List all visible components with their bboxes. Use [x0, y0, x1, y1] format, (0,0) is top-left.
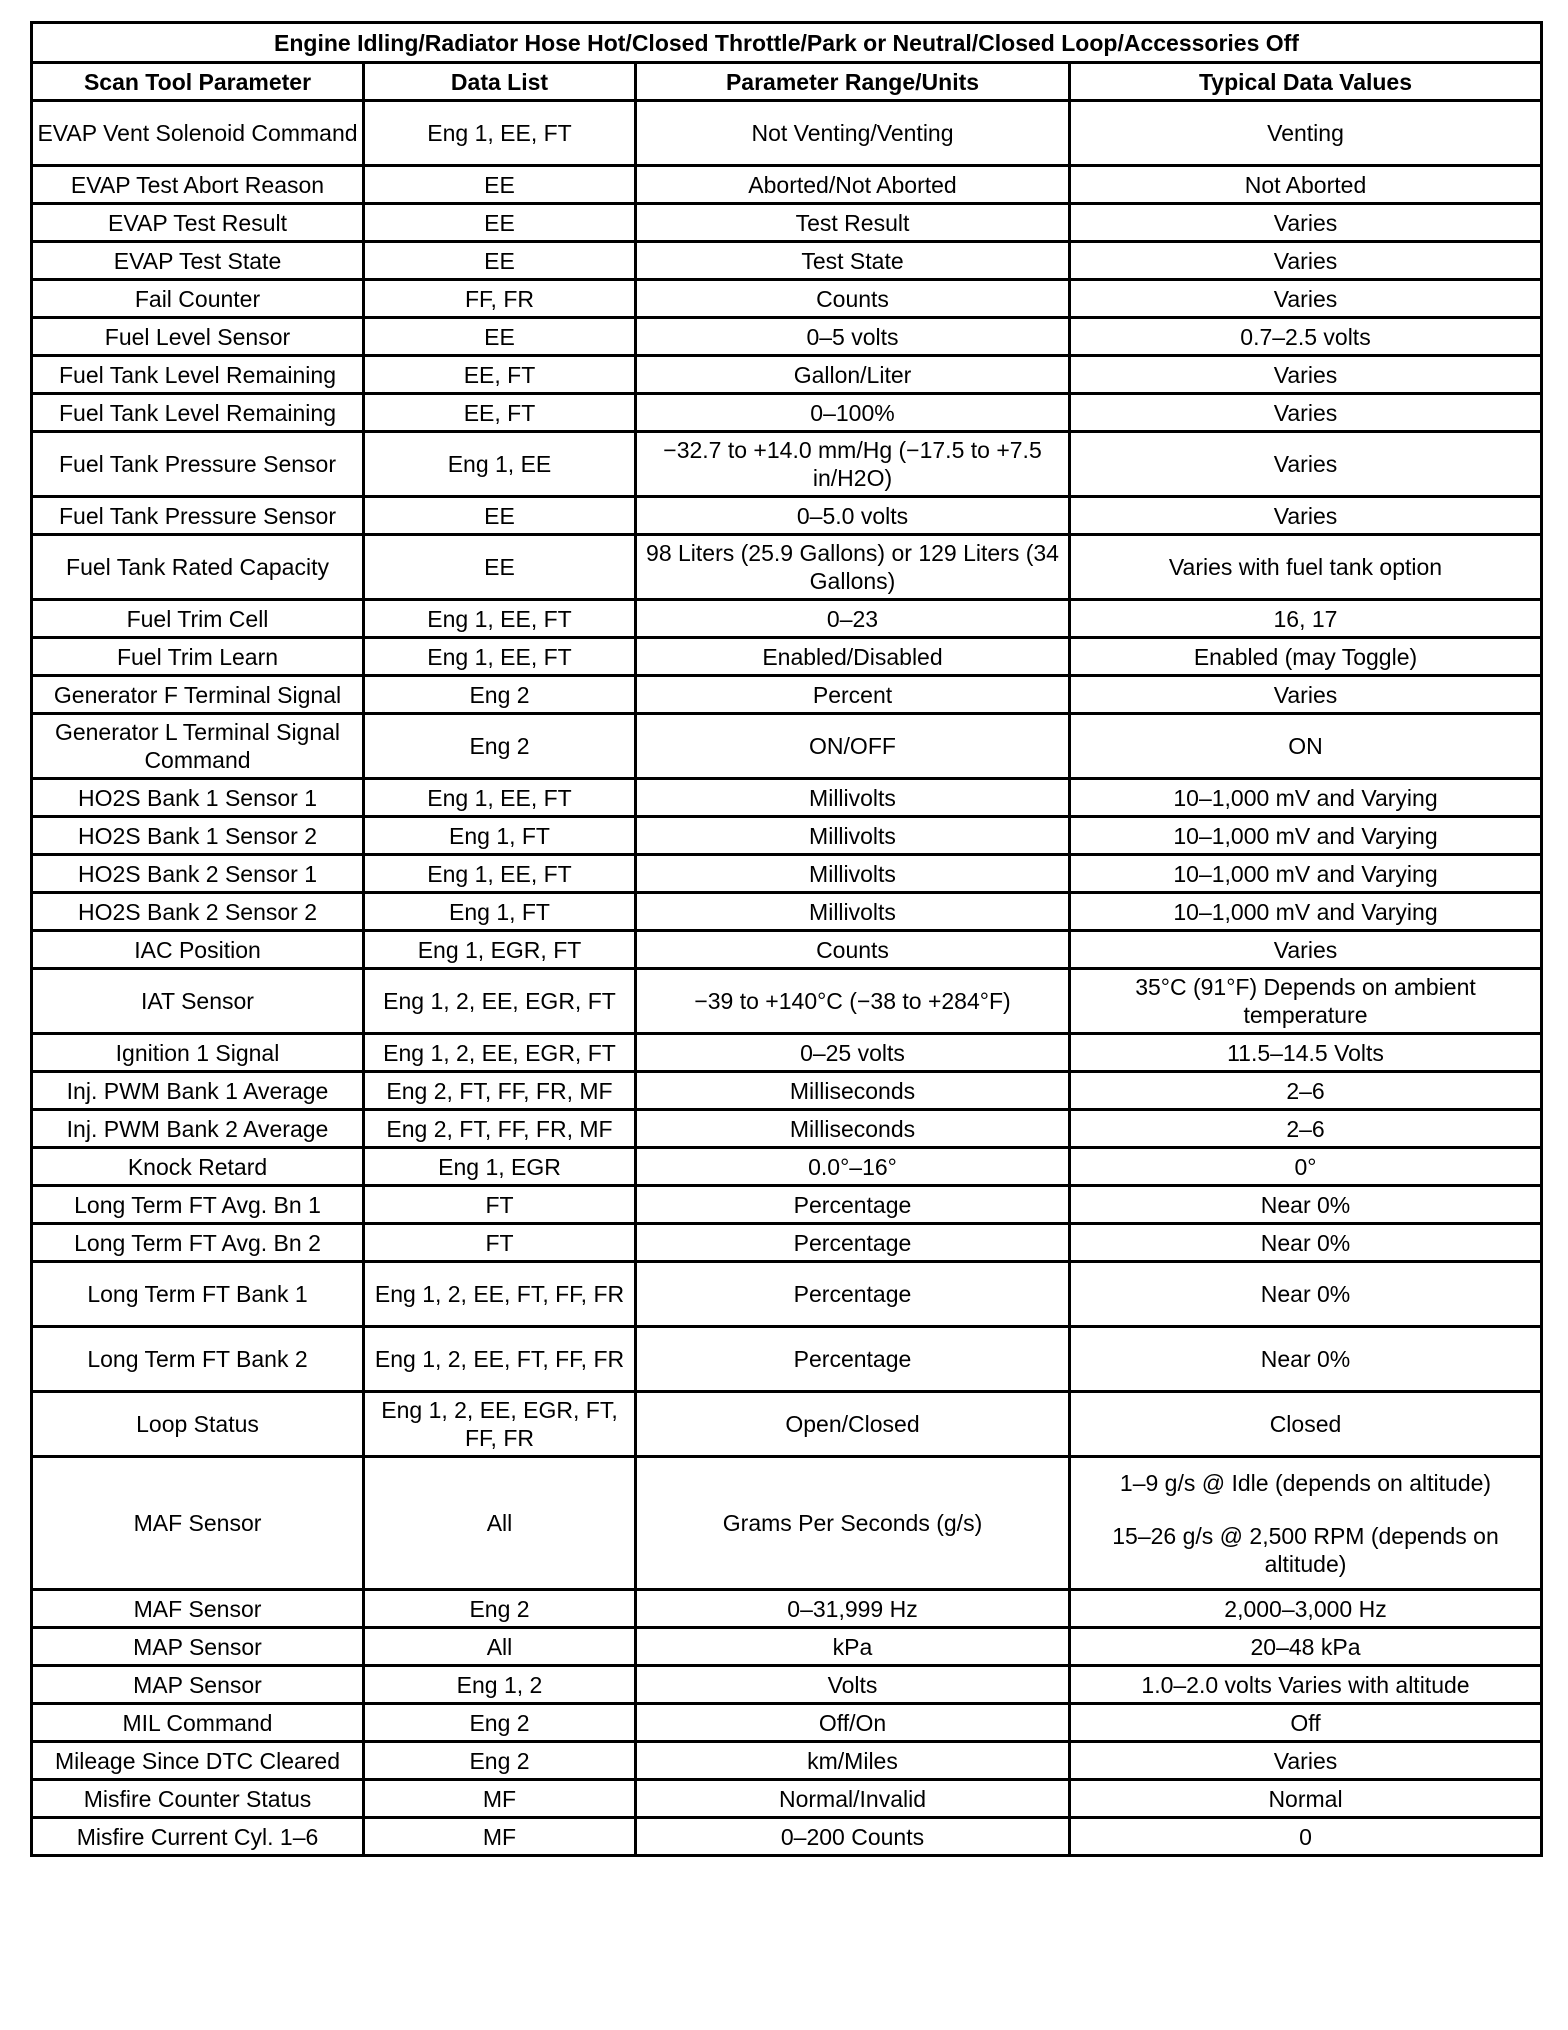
- cell-range: Test State: [636, 242, 1070, 280]
- cell-range: −32.7 to +14.0 mm/Hg (−17.5 to +7.5 in/H2O): [636, 432, 1070, 497]
- cell-data-list: Eng 1, EE, FT: [364, 101, 636, 166]
- cell-range: Open/Closed: [636, 1392, 1070, 1457]
- cell-typical: 1.0–2.0 volts Varies with altitude: [1070, 1666, 1542, 1704]
- cell-parameter: Fuel Tank Rated Capacity: [32, 535, 364, 600]
- cell-typical: 2–6: [1070, 1072, 1542, 1110]
- cell-data-list: Eng 2: [364, 714, 636, 779]
- cell-data-list: Eng 1, EGR: [364, 1148, 636, 1186]
- cell-data-list: Eng 2, FT, FF, FR, MF: [364, 1110, 636, 1148]
- cell-data-list: Eng 1, EE, FT: [364, 638, 636, 676]
- cell-data-list: Eng 1, FT: [364, 817, 636, 855]
- table-row: [32, 638, 1542, 676]
- cell-typical: Varies: [1070, 1742, 1542, 1780]
- cell-data-list: EE, FT: [364, 394, 636, 432]
- cell-range: Normal/Invalid: [636, 1780, 1070, 1818]
- table-row: [32, 1590, 1542, 1628]
- cell-typical: Venting: [1070, 101, 1542, 166]
- cell-typical: Near 0%: [1070, 1262, 1542, 1327]
- cell-typical: Closed: [1070, 1392, 1542, 1457]
- cell-typical: Not Aborted: [1070, 166, 1542, 204]
- cell-range: Aborted/Not Aborted: [636, 166, 1070, 204]
- cell-data-list: MF: [364, 1818, 636, 1856]
- table-row: [32, 1262, 1542, 1327]
- cell-data-list: Eng 1, 2, EE, EGR, FT, FF, FR: [364, 1392, 636, 1457]
- table-row: [32, 1704, 1542, 1742]
- table-row: [32, 1818, 1542, 1856]
- cell-data-list: Eng 1, 2: [364, 1666, 636, 1704]
- cell-range: 0.0°–16°: [636, 1148, 1070, 1186]
- cell-parameter: Fuel Level Sensor: [32, 318, 364, 356]
- cell-parameter: EVAP Test Result: [32, 204, 364, 242]
- cell-parameter: EVAP Test Abort Reason: [32, 166, 364, 204]
- cell-typical-line: 1–9 g/s @ Idle (depends on altitude): [1119, 1469, 1492, 1496]
- table-row: [32, 1780, 1542, 1818]
- cell-parameter: Misfire Counter Status: [32, 1780, 364, 1818]
- cell-typical: 0°: [1070, 1148, 1542, 1186]
- cell-range: Enabled/Disabled: [636, 638, 1070, 676]
- cell-parameter: MAP Sensor: [32, 1628, 364, 1666]
- cell-data-list: Eng 2: [364, 1704, 636, 1742]
- table-row: [32, 1628, 1542, 1666]
- cell-parameter: Knock Retard: [32, 1148, 364, 1186]
- cell-range: km/Miles: [636, 1742, 1070, 1780]
- cell-parameter: Generator L Terminal Signal Command: [32, 714, 364, 779]
- table-row: [32, 356, 1542, 394]
- cell-range: Percentage: [636, 1262, 1070, 1327]
- cell-typical: Varies: [1070, 931, 1542, 969]
- table-row: [32, 166, 1542, 204]
- cell-range: Percent: [636, 676, 1070, 714]
- cell-typical: 20–48 kPa: [1070, 1628, 1542, 1666]
- cell-data-list: Eng 1, 2, EE, FT, FF, FR: [364, 1262, 636, 1327]
- cell-range: Milliseconds: [636, 1110, 1070, 1148]
- table-row: [32, 394, 1542, 432]
- cell-parameter: Long Term FT Avg. Bn 1: [32, 1186, 364, 1224]
- table-row: [32, 1186, 1542, 1224]
- cell-range: Not Venting/Venting: [636, 101, 1070, 166]
- table-row: [32, 204, 1542, 242]
- cell-range: 0–25 volts: [636, 1034, 1070, 1072]
- cell-typical: Varies: [1070, 497, 1542, 535]
- cell-data-list: All: [364, 1628, 636, 1666]
- cell-typical: 0: [1070, 1818, 1542, 1856]
- cell-parameter: Fuel Trim Learn: [32, 638, 364, 676]
- cell-typical: 10–1,000 mV and Varying: [1070, 893, 1542, 931]
- cell-typical: Varies: [1070, 432, 1542, 497]
- cell-typical-line: 15–26 g/s @ 2,500 RPM (depends on altitude): [1112, 1522, 1499, 1577]
- cell-range: 0–23: [636, 600, 1070, 638]
- table-row: [32, 1392, 1542, 1457]
- cell-range: 98 Liters (25.9 Gallons) or 129 Liters (34 Gallons): [636, 535, 1070, 600]
- cell-typical: Varies: [1070, 204, 1542, 242]
- cell-data-list: Eng 2, FT, FF, FR, MF: [364, 1072, 636, 1110]
- table-row: [32, 1327, 1542, 1392]
- cell-range: Percentage: [636, 1224, 1070, 1262]
- cell-parameter: HO2S Bank 2 Sensor 1: [32, 855, 364, 893]
- cell-range: 0–31,999 Hz: [636, 1590, 1070, 1628]
- table-row: [32, 535, 1542, 600]
- table-row: [32, 893, 1542, 931]
- cell-typical: 2–6: [1070, 1110, 1542, 1148]
- cell-parameter: IAT Sensor: [32, 969, 364, 1034]
- cell-typical: Near 0%: [1070, 1186, 1542, 1224]
- table-row: [32, 714, 1542, 779]
- cell-data-list: EE: [364, 497, 636, 535]
- cell-range: Gallon/Liter: [636, 356, 1070, 394]
- cell-range: 0–100%: [636, 394, 1070, 432]
- table-row: [32, 1110, 1542, 1148]
- cell-data-list: EE: [364, 166, 636, 204]
- cell-parameter: Inj. PWM Bank 2 Average: [32, 1110, 364, 1148]
- cell-typical: Varies: [1070, 242, 1542, 280]
- cell-range: ON/OFF: [636, 714, 1070, 779]
- cell-typical: Varies: [1070, 394, 1542, 432]
- cell-data-list: FF, FR: [364, 280, 636, 318]
- cell-typical: Enabled (may Toggle): [1070, 638, 1542, 676]
- cell-parameter: HO2S Bank 2 Sensor 2: [32, 893, 364, 931]
- cell-data-list: Eng 1, EGR, FT: [364, 931, 636, 969]
- cell-parameter: EVAP Vent Solenoid Command: [32, 101, 364, 166]
- cell-data-list: Eng 1, FT: [364, 893, 636, 931]
- scan-tool-data-table: [30, 21, 1543, 1857]
- cell-parameter: MAF Sensor: [32, 1457, 364, 1590]
- cell-parameter: MAP Sensor: [32, 1666, 364, 1704]
- cell-typical: 10–1,000 mV and Varying: [1070, 855, 1542, 893]
- cell-parameter: Loop Status: [32, 1392, 364, 1457]
- cell-typical: Varies with fuel tank option: [1070, 535, 1542, 600]
- cell-range: Volts: [636, 1666, 1070, 1704]
- table-row: [32, 242, 1542, 280]
- cell-parameter: MIL Command: [32, 1704, 364, 1742]
- cell-range: Millivolts: [636, 855, 1070, 893]
- cell-data-list: EE: [364, 318, 636, 356]
- cell-parameter: Fuel Tank Level Remaining: [32, 394, 364, 432]
- cell-range: Percentage: [636, 1186, 1070, 1224]
- cell-data-list: Eng 1, EE, FT: [364, 779, 636, 817]
- column-header-data-list: Data List: [364, 63, 636, 101]
- table-body: [32, 101, 1542, 1856]
- cell-range: Milliseconds: [636, 1072, 1070, 1110]
- cell-parameter: HO2S Bank 1 Sensor 1: [32, 779, 364, 817]
- cell-parameter: EVAP Test State: [32, 242, 364, 280]
- cell-data-list: MF: [364, 1780, 636, 1818]
- cell-data-list: EE, FT: [364, 356, 636, 394]
- cell-typical: 16, 17: [1070, 600, 1542, 638]
- cell-data-list: Eng 1, EE: [364, 432, 636, 497]
- scan-tool-data-table-container: [30, 21, 1540, 1857]
- cell-data-list: Eng 2: [364, 676, 636, 714]
- cell-parameter: Fuel Tank Level Remaining: [32, 356, 364, 394]
- table-row: [32, 1457, 1542, 1590]
- cell-parameter: Fuel Tank Pressure Sensor: [32, 497, 364, 535]
- cell-range: Test Result: [636, 204, 1070, 242]
- cell-parameter: Misfire Current Cyl. 1–6: [32, 1818, 364, 1856]
- table-row: [32, 817, 1542, 855]
- cell-parameter: MAF Sensor: [32, 1590, 364, 1628]
- cell-range: Percentage: [636, 1327, 1070, 1392]
- table-row: [32, 318, 1542, 356]
- cell-typical: 2,000–3,000 Hz: [1070, 1590, 1542, 1628]
- cell-range: Millivolts: [636, 779, 1070, 817]
- cell-typical: Near 0%: [1070, 1224, 1542, 1262]
- table-row: [32, 1034, 1542, 1072]
- cell-parameter: HO2S Bank 1 Sensor 2: [32, 817, 364, 855]
- cell-parameter: Mileage Since DTC Cleared: [32, 1742, 364, 1780]
- cell-range: Millivolts: [636, 893, 1070, 931]
- cell-typical: ON: [1070, 714, 1542, 779]
- cell-range: Counts: [636, 280, 1070, 318]
- cell-parameter: Generator F Terminal Signal: [32, 676, 364, 714]
- table-row: [32, 676, 1542, 714]
- cell-parameter: IAC Position: [32, 931, 364, 969]
- cell-typical: Near 0%: [1070, 1327, 1542, 1392]
- cell-range: 0–200 Counts: [636, 1818, 1070, 1856]
- table-row: [32, 1072, 1542, 1110]
- cell-typical: Normal: [1070, 1780, 1542, 1818]
- cell-data-list: EE: [364, 242, 636, 280]
- column-header-typical: Typical Data Values: [1070, 63, 1542, 101]
- cell-parameter: Fuel Trim Cell: [32, 600, 364, 638]
- cell-data-list: Eng 1, 2, EE, EGR, FT: [364, 969, 636, 1034]
- cell-typical: 10–1,000 mV and Varying: [1070, 779, 1542, 817]
- cell-parameter: Long Term FT Bank 1: [32, 1262, 364, 1327]
- cell-parameter: Long Term FT Avg. Bn 2: [32, 1224, 364, 1262]
- cell-typical: Varies: [1070, 676, 1542, 714]
- cell-data-list: FT: [364, 1186, 636, 1224]
- cell-data-list: EE: [364, 535, 636, 600]
- cell-typical: Varies: [1070, 356, 1542, 394]
- cell-typical: 35°C (91°F) Depends on ambient temperature: [1070, 969, 1542, 1034]
- cell-parameter: Fuel Tank Pressure Sensor: [32, 432, 364, 497]
- cell-data-list: FT: [364, 1224, 636, 1262]
- cell-range: Counts: [636, 931, 1070, 969]
- cell-data-list: Eng 1, 2, EE, FT, FF, FR: [364, 1327, 636, 1392]
- cell-data-list: Eng 2: [364, 1590, 636, 1628]
- cell-range: 0–5 volts: [636, 318, 1070, 356]
- column-header-range: Parameter Range/Units: [636, 63, 1070, 101]
- cell-typical: [1070, 1457, 1542, 1590]
- cell-data-list: Eng 1, 2, EE, EGR, FT: [364, 1034, 636, 1072]
- cell-data-list: All: [364, 1457, 636, 1590]
- cell-typical: 11.5–14.5 Volts: [1070, 1034, 1542, 1072]
- table-row: [32, 1148, 1542, 1186]
- table-row: [32, 969, 1542, 1034]
- cell-data-list: EE: [364, 204, 636, 242]
- cell-data-list: Eng 1, EE, FT: [364, 855, 636, 893]
- cell-range: Millivolts: [636, 817, 1070, 855]
- column-header-parameter: Scan Tool Parameter: [32, 63, 364, 101]
- table-row: [32, 1742, 1542, 1780]
- cell-typical: 0.7–2.5 volts: [1070, 318, 1542, 356]
- cell-parameter: Ignition 1 Signal: [32, 1034, 364, 1072]
- cell-range: −39 to +140°C (−38 to +284°F): [636, 969, 1070, 1034]
- cell-range: Off/On: [636, 1704, 1070, 1742]
- table-title: Engine Idling/Radiator Hose Hot/Closed Throttle/Park or Neutral/Closed Loop/Accessories Off: [32, 23, 1542, 63]
- table-row: [32, 600, 1542, 638]
- cell-parameter: Long Term FT Bank 2: [32, 1327, 364, 1392]
- cell-typical: Varies: [1070, 280, 1542, 318]
- table-row: [32, 1666, 1542, 1704]
- cell-range: 0–5.0 volts: [636, 497, 1070, 535]
- table-row: [32, 931, 1542, 969]
- table-row: [32, 497, 1542, 535]
- table-row: [32, 101, 1542, 166]
- cell-range: Grams Per Seconds (g/s): [636, 1457, 1070, 1590]
- cell-typical: 10–1,000 mV and Varying: [1070, 817, 1542, 855]
- cell-parameter: Fail Counter: [32, 280, 364, 318]
- cell-data-list: Eng 2: [364, 1742, 636, 1780]
- table-row: [32, 280, 1542, 318]
- cell-typical: Off: [1070, 1704, 1542, 1742]
- cell-data-list: Eng 1, EE, FT: [364, 600, 636, 638]
- cell-parameter: Inj. PWM Bank 1 Average: [32, 1072, 364, 1110]
- cell-range: kPa: [636, 1628, 1070, 1666]
- table-row: [32, 855, 1542, 893]
- table-row: [32, 779, 1542, 817]
- table-row: [32, 1224, 1542, 1262]
- table-row: [32, 432, 1542, 497]
